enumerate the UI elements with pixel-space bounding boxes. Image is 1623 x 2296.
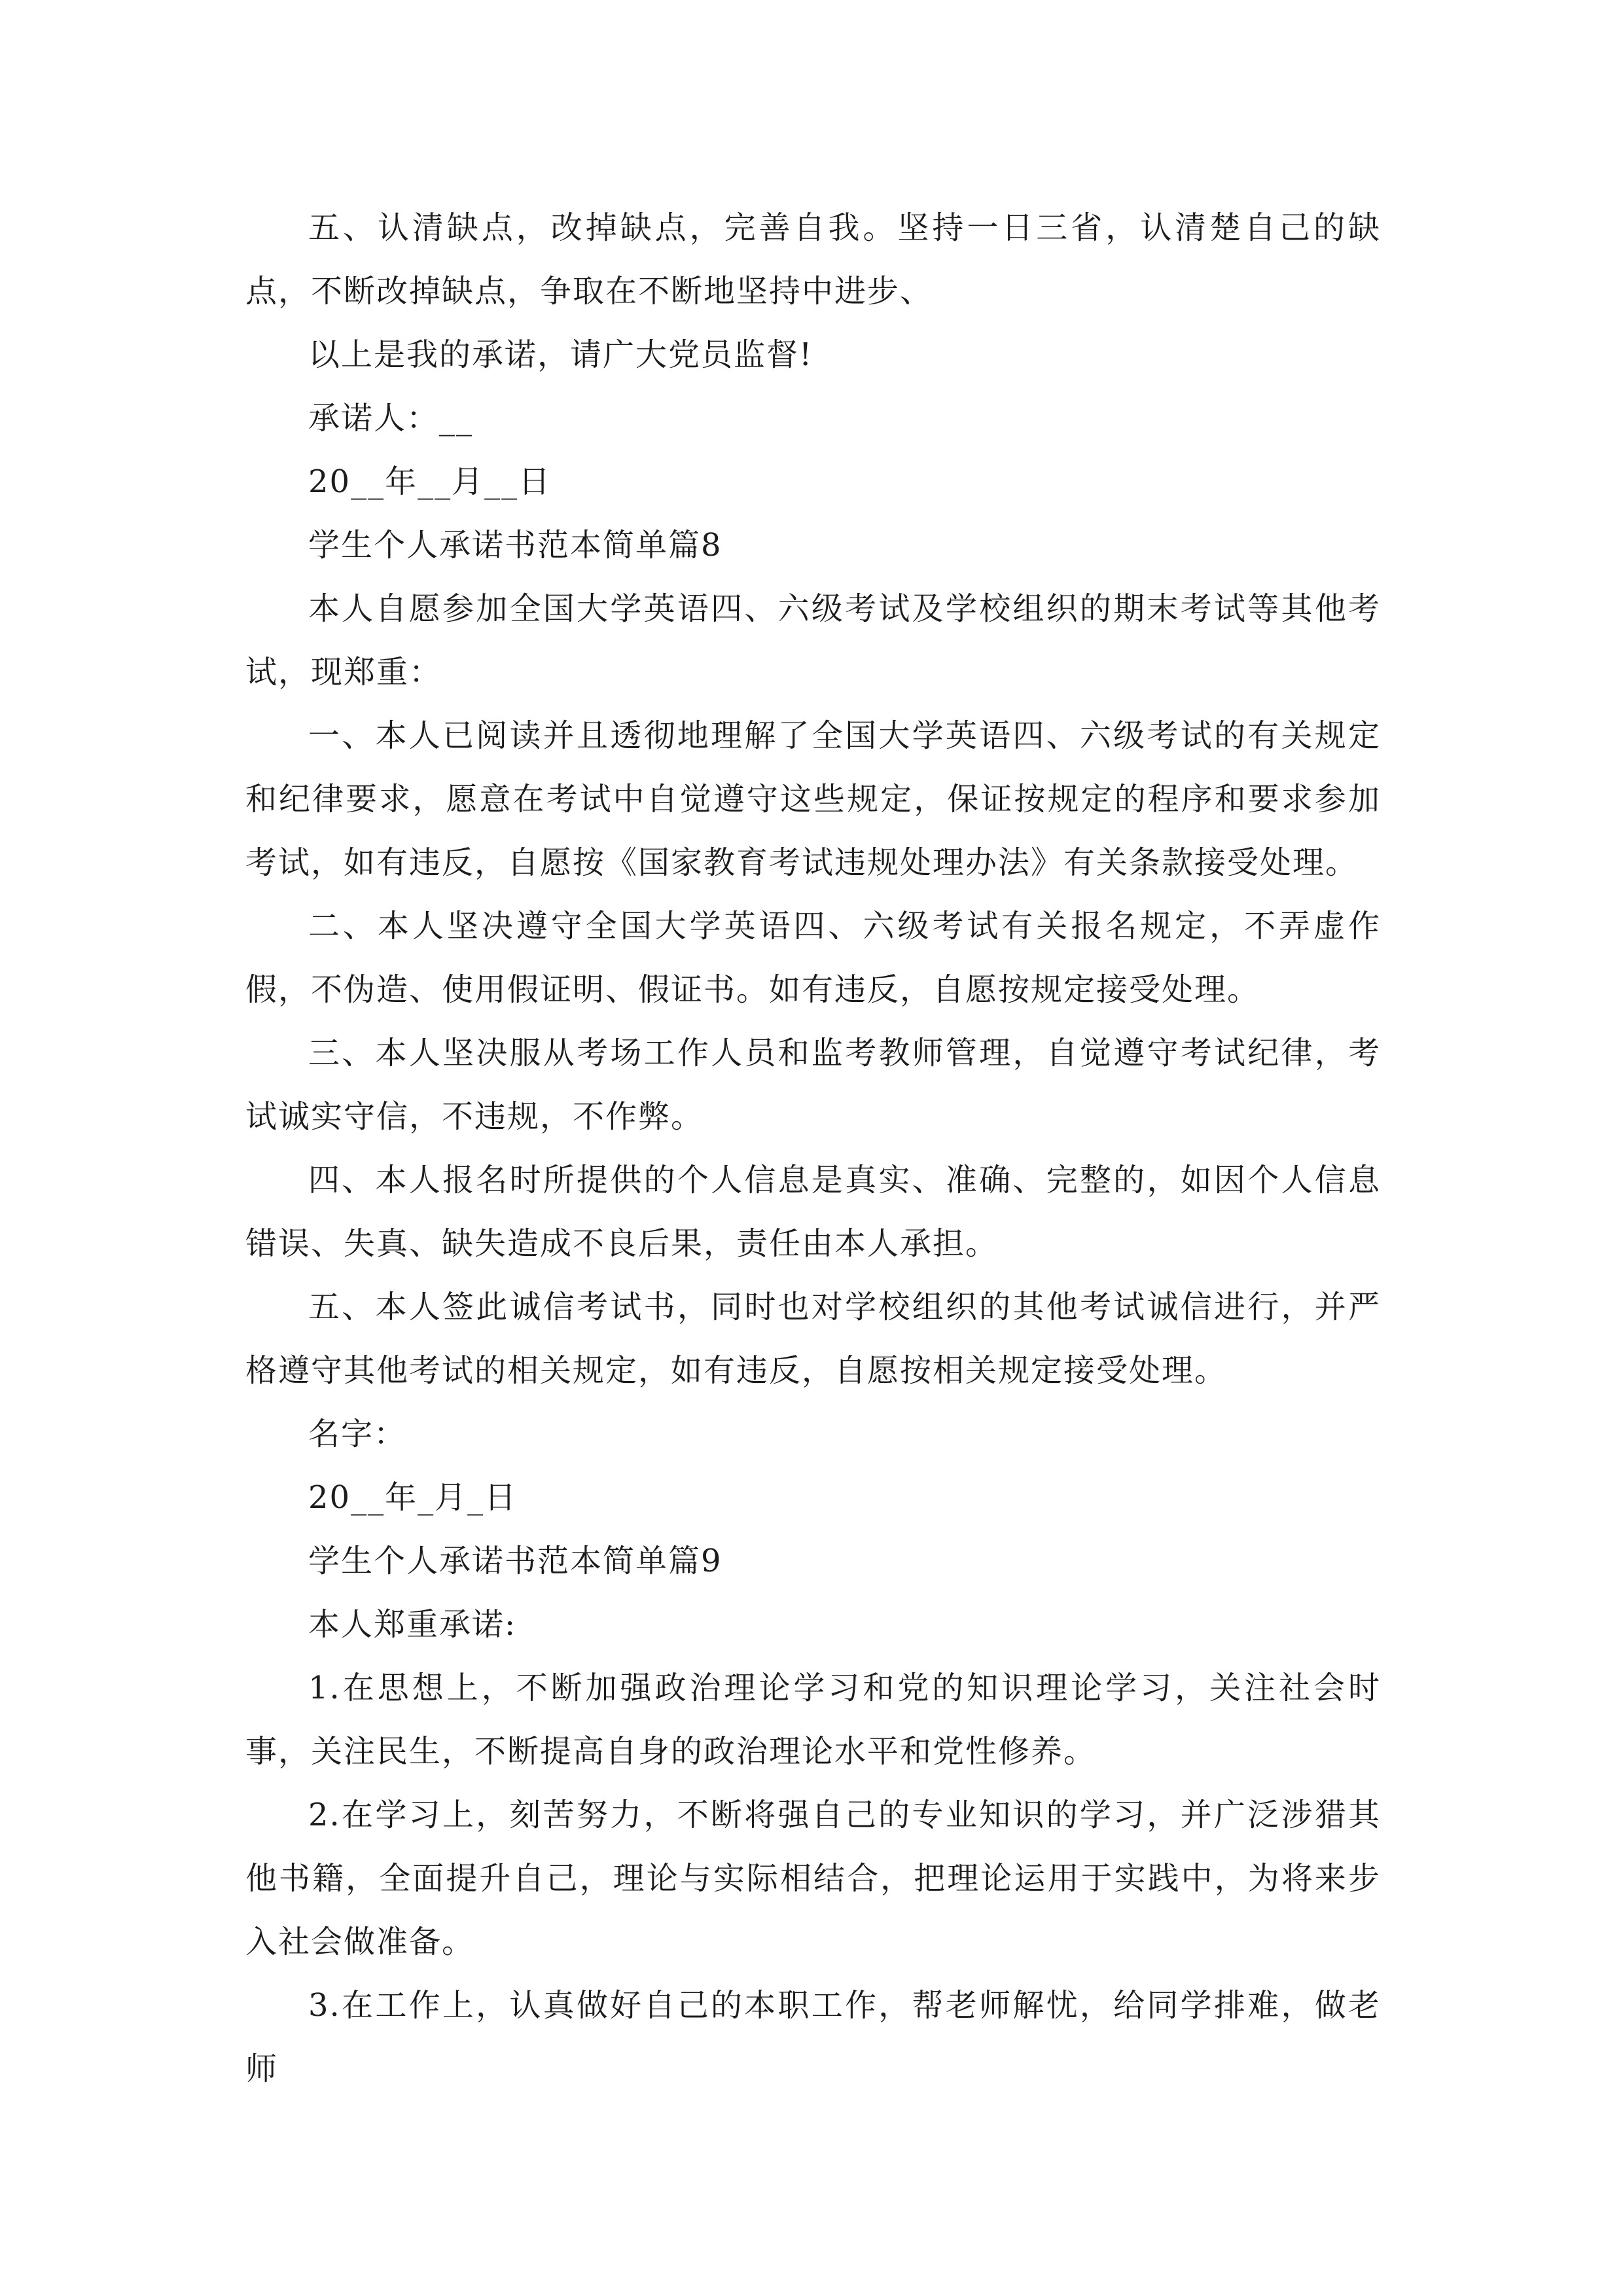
- paragraph-intro-9: 本人郑重承诺:: [308, 1606, 517, 1643]
- paragraph-point-1: 1.在思想上，不断加强政治理论学习和党的知识理论学习，关注社会时事，关注民生，不断提高自身的政治理论水平和党性修养。: [245, 1670, 1381, 1770]
- paragraph-point-3: 3.在工作上，认真做好自己的本职工作，帮老师解忧，给同学排难，做老师: [245, 1987, 1381, 2087]
- section-title-8: 学生个人承诺书范本简单篇8: [308, 527, 722, 564]
- promiser-line: 承诺人：__: [308, 400, 474, 437]
- paragraph-item-2: 二、本人坚决遵守全国大学英语四、六级考试有关报名规定，不弄虚作假，不伪造、使用假证明、假证书。如有违反，自愿按规定接受处理。: [245, 908, 1381, 1008]
- paragraph-supervision: 以上是我的承诺，请广大党员监督!: [308, 336, 813, 373]
- date-line-2: 20__年_月_日: [308, 1479, 518, 1516]
- section-title-9: 学生个人承诺书范本简单篇9: [308, 1543, 722, 1579]
- paragraph-intro-8: 本人自愿参加全国大学英语四、六级考试及学校组织的期末考试等其他考试，现郑重：: [245, 590, 1381, 691]
- name-line: 名字：: [308, 1416, 407, 1452]
- paragraph-point-2: 2.在学习上，刻苦努力，不断将强自己的专业知识的学习，并广泛涉猎其他书籍，全面提升自己，理论与实际相结合，把理论运用于实践中，为将来步入社会做准备。: [245, 1797, 1381, 1960]
- paragraph-item-4: 四、本人报名时所提供的个人信息是真实、准确、完整的，如因个人信息错误、失真、缺失造成不良后果，责任由本人承担。: [245, 1162, 1381, 1262]
- paragraph-item-3: 三、本人坚决服从考场工作人员和监考教师管理，自觉遵守考试纪律，考试诚实守信，不违规，不作弊。: [245, 1035, 1381, 1135]
- paragraph-self-improvement: 五、认清缺点，改掉缺点，完善自我。坚持一日三省，认清楚自己的缺点，不断改掉缺点，争取在不断地坚持中进步、: [245, 209, 1381, 310]
- document-body: [245, 196, 1381, 2101]
- paragraph-item-5: 五、本人签此诚信考试书，同时也对学校组织的其他考试诚信进行，并严格遵守其他考试的相关规定，如有违反，自愿按相关规定接受处理。: [245, 1289, 1381, 1389]
- paragraph-item-1: 一、本人已阅读并且透彻地理解了全国大学英语四、六级考试的有关规定和纪律要求，愿意在考试中自觉遵守这些规定，保证按规定的程序和要求参加考试，如有违反，自愿按《国家教育考试违规处理办法》有关条款接受处理。: [245, 717, 1381, 881]
- date-line: 20__年__月__日: [308, 463, 552, 500]
